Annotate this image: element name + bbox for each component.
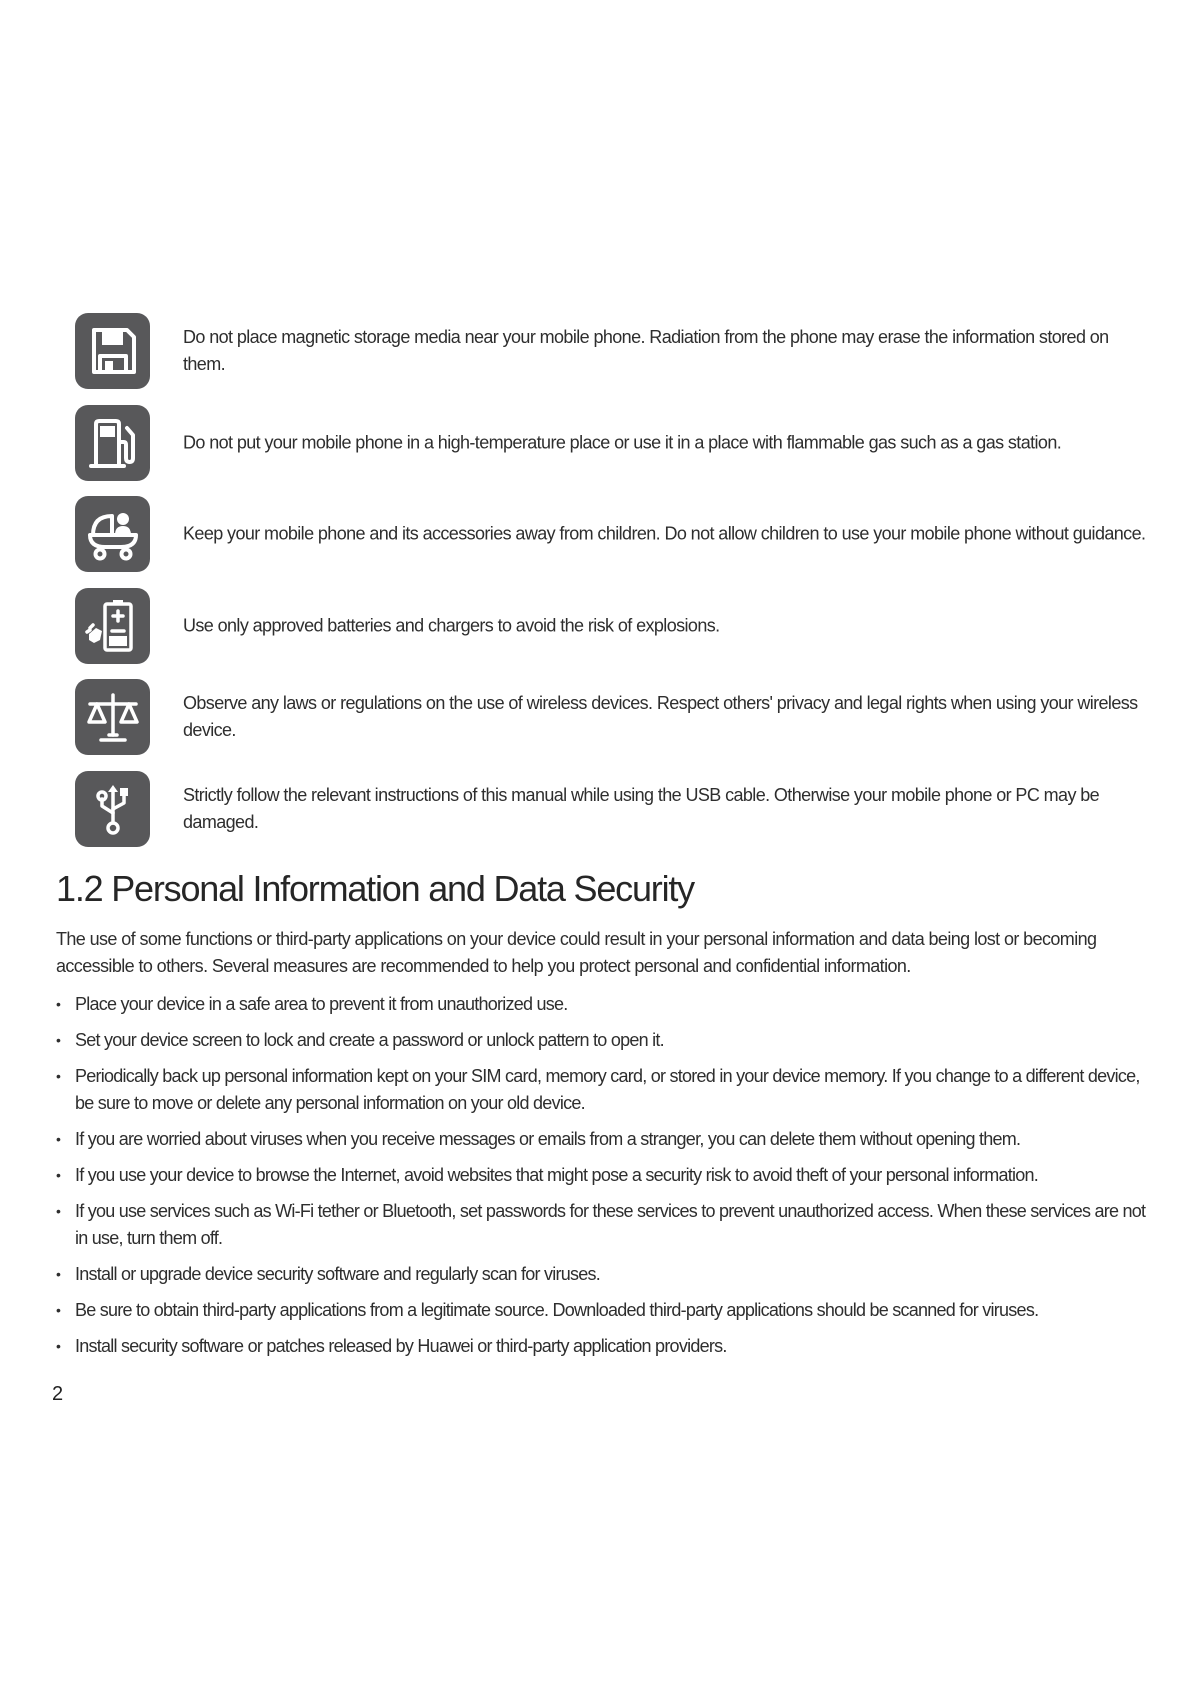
list-item xyxy=(56,1063,1146,1117)
list-item xyxy=(56,1297,1146,1324)
bullet: • xyxy=(56,996,61,1012)
list-item xyxy=(56,991,1146,1018)
bullet: • xyxy=(56,1302,61,1318)
warning-text: Observe any laws or regulations on the use of wireless devices. Respect others' privacy and legal rights when using your wireless device. xyxy=(183,693,1138,740)
warning-text: Do not place magnetic storage media near your mobile phone. Radiation from the phone may erase the information stored on them. xyxy=(183,327,1109,374)
battery-charger-icon xyxy=(75,588,150,664)
scales-icon xyxy=(75,679,150,755)
warning-text: Do not put your mobile phone in a high-temperature place or use it in a place with flammable gas such as a gas station. xyxy=(183,432,1062,452)
list-item-text: Set your device screen to lock and create a password or unlock pattern to open it. xyxy=(75,1030,664,1050)
usb-icon xyxy=(75,771,150,847)
list-item-text: Periodically back up personal information kept on your SIM card, memory card, or stored in your device memory. If you change to a different device, be sure to move or delete any personal information on your old device. xyxy=(75,1066,1140,1113)
page-number: 2 xyxy=(52,1383,64,1405)
bullet: • xyxy=(56,1068,61,1084)
bullet: • xyxy=(56,1032,61,1048)
list-item xyxy=(56,1162,1146,1189)
list-item-text: Be sure to obtain third-party applications from a legitimate source. Downloaded third-party applications should be scanned for viruses. xyxy=(75,1300,1039,1320)
list-item xyxy=(56,1261,1146,1288)
bullet: • xyxy=(56,1266,61,1282)
list-item-text: If you are worried about viruses when you receive messages or emails from a stranger, you can delete them without opening them. xyxy=(75,1129,1021,1149)
list-item xyxy=(56,1027,1146,1054)
list-item-text: Install security software or patches released by Huawei or third-party application providers. xyxy=(75,1336,727,1356)
safety-warnings-list xyxy=(75,313,1150,862)
gas-pump-icon xyxy=(75,405,150,481)
floppy-disk-icon xyxy=(75,313,150,389)
list-item-text: If you use your device to browse the Internet, avoid websites that might pose a security risk to avoid theft of your personal information. xyxy=(75,1165,1039,1185)
section-heading: 1.2 Personal Information and Data Security xyxy=(56,868,694,909)
warning-item xyxy=(75,405,1150,481)
warning-item xyxy=(75,679,1150,755)
list-item-text: If you use services such as Wi-Fi tether or Bluetooth, set passwords for these services to prevent unauthorized access. When these services are not in use, turn them off. xyxy=(75,1201,1146,1248)
warning-text: Strictly follow the relevant instructions of this manual while using the USB cable. Otherwise your mobile phone or PC may be damaged. xyxy=(183,784,1100,832)
warning-text: Use only approved batteries and chargers to avoid the risk of explosions. xyxy=(183,615,720,635)
bullet: • xyxy=(56,1203,61,1219)
bullet: • xyxy=(56,1167,61,1183)
warning-item xyxy=(75,496,1150,572)
list-item xyxy=(56,1198,1146,1252)
warning-item xyxy=(75,313,1150,389)
child-stroller-icon xyxy=(75,496,150,572)
warning-item xyxy=(75,588,1150,664)
bullet: • xyxy=(56,1131,61,1147)
list-item xyxy=(56,1333,1146,1360)
warning-text: Keep your mobile phone and its accessories away from children. Do not allow children to use your mobile phone without guidance. xyxy=(183,523,1146,544)
list-item-text: Install or upgrade device security software and regularly scan for viruses. xyxy=(75,1264,601,1284)
warning-item xyxy=(75,771,1150,847)
bullet: • xyxy=(56,1338,61,1354)
security-measures-list xyxy=(56,991,1146,1369)
list-item-text: Place your device in a safe area to prevent it from unauthorized use. xyxy=(75,994,568,1014)
list-item xyxy=(56,1126,1146,1153)
section-intro: The use of some functions or third-party applications on your device could result in your personal information and data being lost or becoming accessible to others. Several measures are recommended to help you protect personal and confidential information. xyxy=(56,929,1097,976)
